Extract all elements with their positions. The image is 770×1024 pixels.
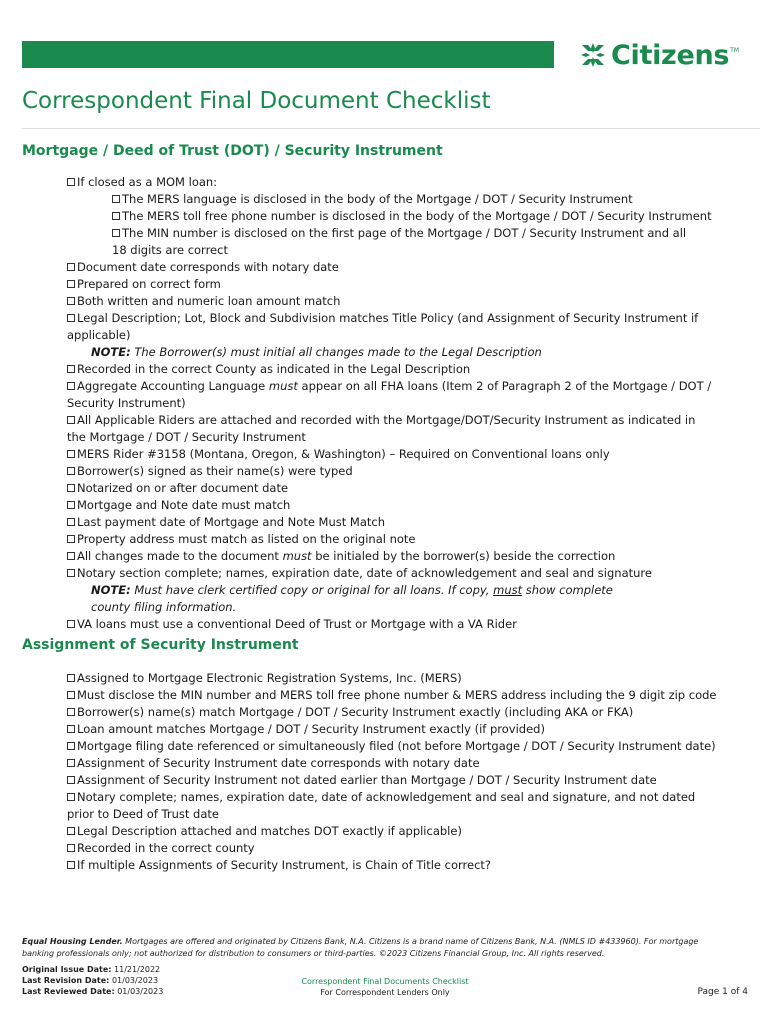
checklist-item: Property address must match as listed on the original note [67,531,717,548]
footer-dates [22,964,163,997]
checklist-item: All Applicable Riders are attached and recorded with the Mortgage/DOT/Security Instrument as indicated in the Mortgage / DOT / Security Instrument [67,413,696,444]
checklist-subitem: The MERS toll free phone number is disclosed in the body of the Mortgage / DOT / Security Instrument [67,208,717,225]
checklist-item: Both written and numeric loan amount match [67,293,717,310]
checklist-item: Borrower(s) name(s) match Mortgage / DOT / Security Instrument exactly (including AKA or FKA) [67,704,717,721]
checklist-item: Notary section complete; names, expiration date, date of acknowledgement and seal and signature [67,565,717,582]
checkbox[interactable] [67,178,75,186]
trademark-mark: TM [730,47,739,54]
section-heading-mortgage: Mortgage / Deed of Trust (DOT) / Security Instrument [22,143,443,159]
checklist-item: Assignment of Security Instrument not dated earlier than Mortgage / DOT / Security Instrument date [67,772,717,789]
checkbox[interactable] [67,861,75,869]
checklist-item: Recorded in the correct County as indicated in the Legal Description [67,361,717,378]
checklist-item: Notary complete; names, expiration date, date of acknowledgement and seal and signature, and not dated prior to Deed of Trust date [67,790,696,821]
checkbox[interactable] [67,535,75,543]
note: NOTE: The Borrower(s) must initial all changes made to the Legal Description [91,345,542,359]
checkbox[interactable] [67,569,75,577]
checkbox[interactable] [67,725,75,733]
checklist-item: All changes made to the document must be initialed by the borrower(s) beside the correction [67,548,717,565]
checklist-subitem: The MERS language is disclosed in the body of the Mortgage / DOT / Security Instrument [67,191,717,208]
last-revision-date: Last Revision Date: 01/03/2023 [22,976,159,985]
checkbox[interactable] [67,518,75,526]
checkbox[interactable] [112,212,120,220]
checklist-item: Loan amount matches Mortgage / DOT / Security Instrument exactly (if provided) [67,721,717,738]
footer-document-title [280,976,490,998]
checkbox[interactable] [112,195,120,203]
checklist-subitem: The MIN number is disclosed on the first page of the Mortgage / DOT / Security Instrument and all [67,225,717,242]
checklist-item: Borrower(s) signed as their name(s) were typed [67,463,717,480]
checklist-item: Assignment of Security Instrument date corresponds with notary date [67,755,717,772]
checklist-item: Notarized on or after document date [67,480,717,497]
assignment-checklist [67,670,717,874]
page-title: Correspondent Final Document Checklist [22,88,491,114]
checklist-subitem-continuation: 18 digits are correct [112,243,228,257]
checkbox[interactable] [67,484,75,492]
checkbox[interactable] [67,827,75,835]
checklist-item: Assigned to Mortgage Electronic Registration Systems, Inc. (MERS) [67,670,717,687]
original-issue-date: Original Issue Date: 11/21/2022 [22,965,161,974]
citizens-logo-mark-icon [580,41,606,69]
checkbox[interactable] [112,229,120,237]
checkbox[interactable] [67,776,75,784]
footer-subtitle: For Correspondent Lenders Only [320,988,450,997]
section-heading-assignment: Assignment of Security Instrument [22,637,299,653]
checklist-item: Must disclose the MIN number and MERS toll free phone number & MERS address including the 9 digit zip code [67,687,717,704]
mortgage-checklist [67,174,717,633]
checklist-item: If multiple Assignments of Security Instrument, is Chain of Title correct? [67,857,717,874]
checklist-item: VA loans must use a conventional Deed of Trust or Mortgage with a VA Rider [67,616,717,633]
checkbox[interactable] [67,793,75,801]
checklist-item: Mortgage filing date referenced or simultaneously filed (not before Mortgage / DOT / Security Instrument date) [67,738,717,755]
header-bar [22,41,554,68]
checkbox[interactable] [67,620,75,628]
checkbox[interactable] [67,742,75,750]
checkbox[interactable] [67,416,75,424]
checkbox[interactable] [67,450,75,458]
checklist-item: Mortgage and Note date must match [67,497,717,514]
last-reviewed-date: Last Reviewed Date: 01/03/2023 [22,987,164,996]
checklist-item: MERS Rider #3158 (Montana, Oregon, & Washington) – Required on Conventional loans only [67,446,717,463]
checkbox[interactable] [67,674,75,682]
checklist-item: Aggregate Accounting Language must appear on all FHA loans (Item 2 of Paragraph 2 of the Mortgage / DOT / Security Instrument) [67,379,712,410]
citizens-logo [580,39,739,71]
checkbox[interactable] [67,280,75,288]
checkbox[interactable] [67,501,75,509]
checkbox[interactable] [67,314,75,322]
checklist-item: Legal Description; Lot, Block and Subdivision matches Title Policy (and Assignment of Security Instrument if applicable) [67,311,699,342]
brand-name: Citizens [611,39,730,71]
checkbox[interactable] [67,382,75,390]
checkbox[interactable] [67,552,75,560]
checkbox[interactable] [67,467,75,475]
checkbox[interactable] [67,844,75,852]
footer-disclaimer: Equal Housing Lender. Mortgages are offered and originated by Citizens Bank, N.A. Citizens is a brand name of Citizens Bank, N.A. (NMLS ID #433960). For mortgage banking professionals only; not authorized for distribution to consumers or third-parties. ©2023 Citizens Financial Group, Inc. All rights reserved. [22,937,699,958]
checkbox[interactable] [67,759,75,767]
checklist-item: If closed as a MOM loan: [67,174,717,191]
checkbox[interactable] [67,365,75,373]
checkbox[interactable] [67,691,75,699]
page-number: Page 1 of 4 [697,987,748,997]
title-divider [22,128,760,129]
note: NOTE: Must have clerk certified copy or original for all loans. If copy, must show complete [91,583,613,597]
checkbox[interactable] [67,263,75,271]
checkbox[interactable] [67,708,75,716]
checklist-item: Legal Description attached and matches DOT exactly if applicable) [67,823,717,840]
checklist-item: Last payment date of Mortgage and Note Must Match [67,514,717,531]
checklist-item: Recorded in the correct county [67,840,717,857]
checkbox[interactable] [67,297,75,305]
checklist-item: Document date corresponds with notary date [67,259,717,276]
footer-title: Correspondent Final Documents Checklist [301,977,469,986]
note-continuation: county filing information. [91,600,237,614]
checklist-item: Prepared on correct form [67,276,717,293]
